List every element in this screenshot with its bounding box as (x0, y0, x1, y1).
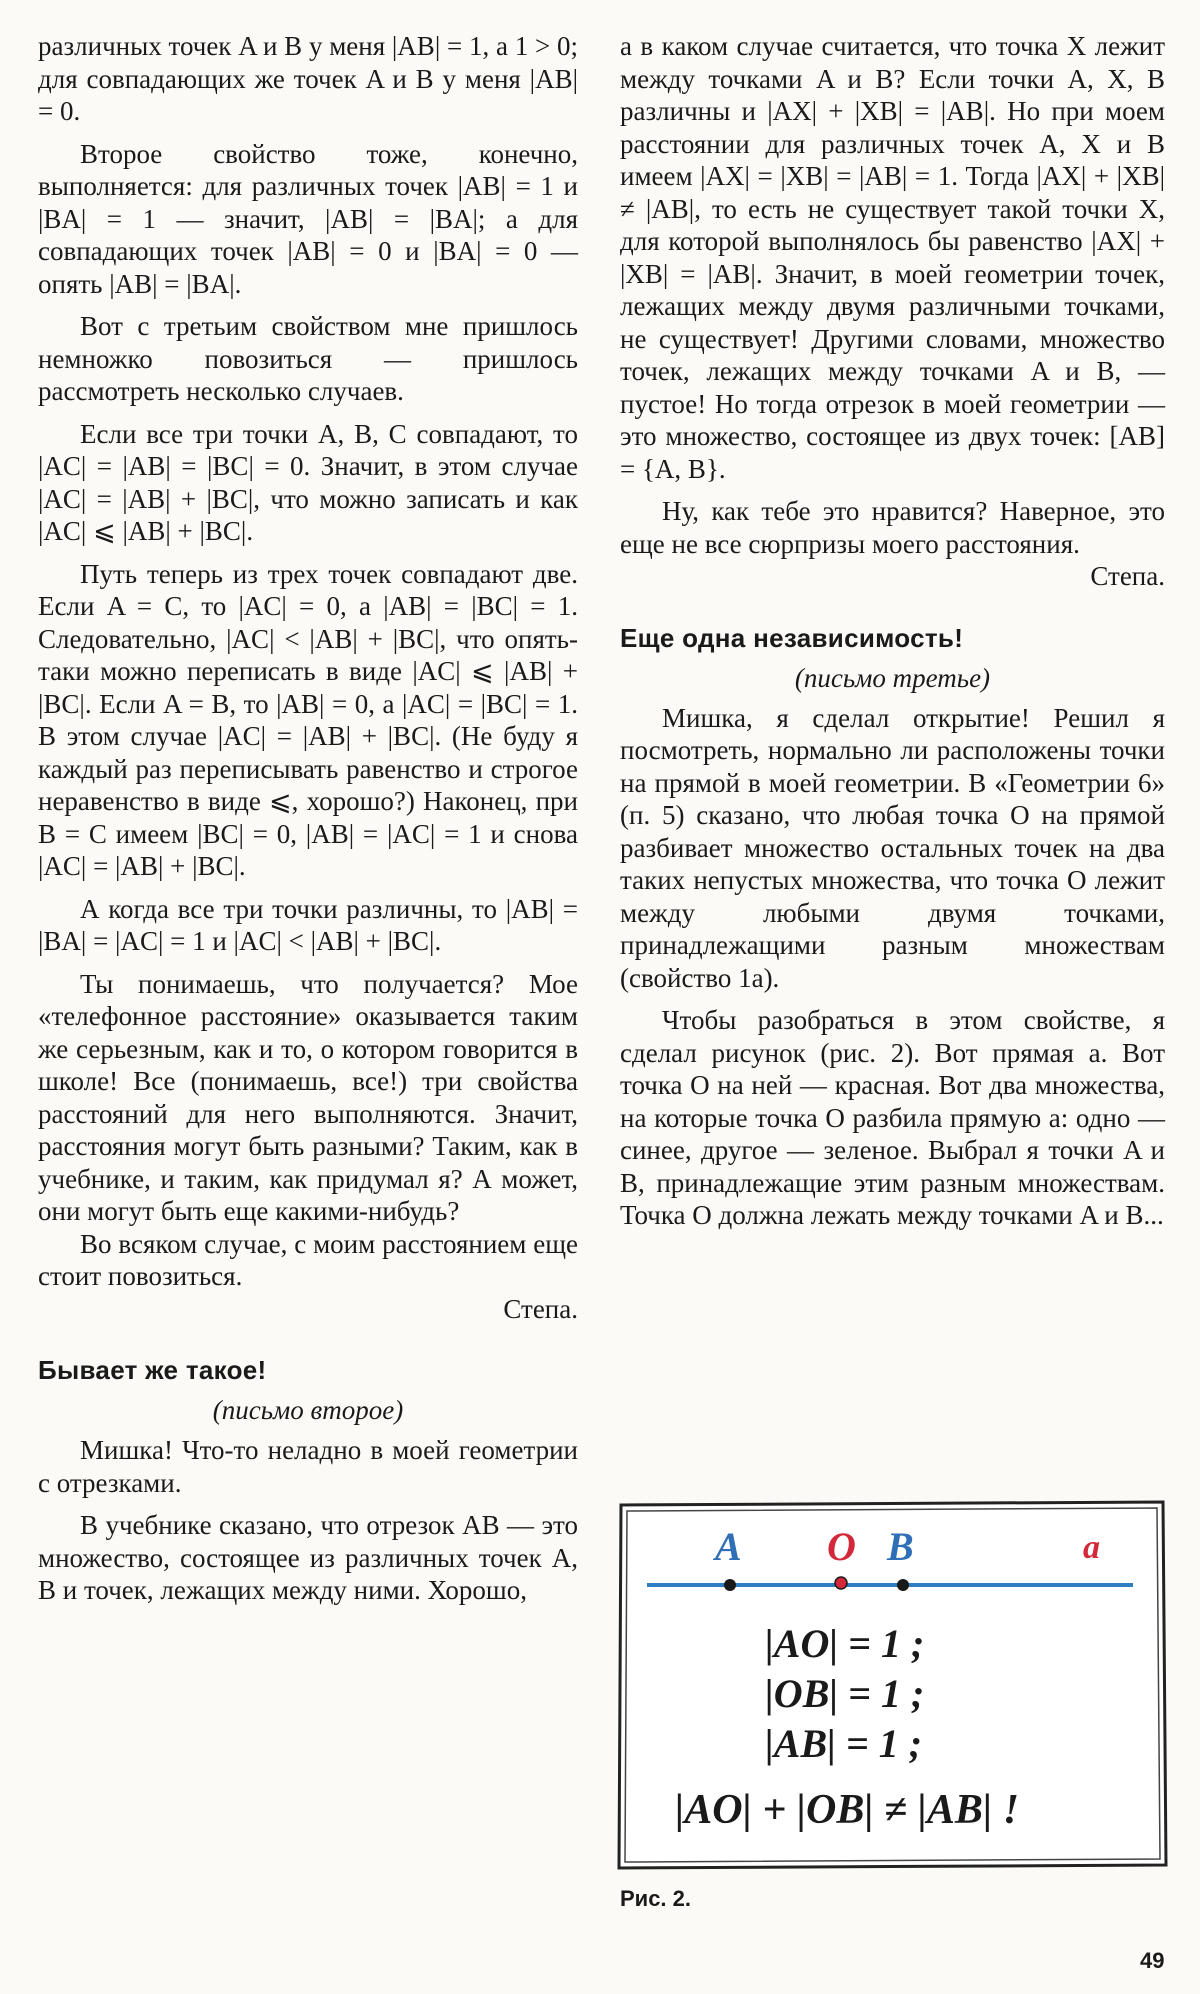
paragraph: Вот с третьим свойством мне пришлось немножко повозиться — пришлось рассмотреть несколько случаев. (38, 311, 578, 406)
equation-inequality: |AO| + |OB| ≠ |AB| ! (675, 1787, 1020, 1833)
paragraph: Если все три точки A, B, C совпадают, то |AC| = |AB| = |BC| = 0. Значит, в этом случае |AC| = |AB| + |BC|, что можно записать и как |AC| ⩽ |AB| + |BC|. (38, 418, 578, 546)
paragraph: Второе свойство тоже, конечно, выполняется: для различных точек |AB| = 1 и |BA| = 1 — значит, |AB| = |BA|; а для совпадающих точек |AB| = 0 и |BA| = 0 — опять |AB| = |BA|. (38, 138, 578, 299)
equation-ab: |AB| = 1 ; (765, 1721, 923, 1766)
figure-drawing (615, 1497, 1170, 1872)
left-column (38, 30, 578, 1607)
point-b (897, 1579, 909, 1591)
paragraph: Во всяком случае, с моим расстоянием еще стоит повозиться. (38, 1228, 578, 1291)
label-point-b: B (887, 1524, 914, 1569)
paragraph: А когда все три точки различны, то |AB| = |BA| = |AC| = 1 и |AC| < |AB| + |BC|. (38, 893, 578, 956)
letter-subtitle: (письмо второе) (212, 1395, 404, 1425)
paragraph: Чтобы разобраться в этом свойстве, я сделал рисунок (рис. 2). Вот прямая a. Вот точка O на ней — красная. Вот два множества, на которые точка O разбила прямую a: одно — синее, другое — зеленое. Выбрал я точки A и B, принадлежащие этим разным множествам. Точка O должна лежать между точками A и B... (620, 1005, 1165, 1230)
label-point-a: A (715, 1524, 742, 1569)
letter-subtitle: (письмо третье) (794, 662, 991, 693)
page-number: 49 (1140, 1948, 1165, 1973)
signature: Степа. (503, 1293, 578, 1324)
section-heading: Бывает же такое! (38, 1355, 267, 1385)
figure-caption: Рис. 2. (620, 1886, 692, 1911)
paragraph: а в каком случае считается, что точка X лежит между точками A и B? Если точки A, X, B различны и |AX| + |XB| = |AB|. Но при моем расстоянии для различных точек A, X и B имеем |AX| = |XB| = |AB| = 1. Тогда |AX| + |XB| ≠ |AB|, то есть не существует такой точки X, для которой выполнялось бы равенство |AX| + |XB| = |AB|. Значит, в моей геометрии точек, лежащих между двумя различными точками, не существует! Другими словами, множество точек, лежащих между точками A и B, — пустое! Но тогда отрезок в моей геометрии — это множество, состоящее из двух точек: [AB] = {A, B}. (620, 31, 1165, 484)
equation-ob: |OB| = 1 ; (765, 1671, 925, 1716)
paragraph: Ты понимаешь, что получается? Мое «телефонное расстояние» оказывается таким же серьезным, как и то, о котором говорится в школе! Все (понимаешь, все!) три свойства расстояний для него выполняются. Значит, расстояния могут быть разными? Таким, как в учебнике, и таким, как придумал я? А может, они могут быть еще какими-нибудь? (38, 968, 578, 1226)
paragraph: различных точек A и B у меня |AB| = 1, а 1 > 0; для совпадающих же точек A и B у меня |AB| = 0. (38, 31, 578, 126)
label-line-a: a (1083, 1529, 1100, 1566)
figure-2 (615, 1497, 1170, 1872)
paragraph: Мишка, я сделал открытие! Решил я посмотреть, нормально ли расположены точки на прямой в моей геометрии. В «Геометрии 6» (п. 5) сказано, что любая точка O на прямой разбивает множество остальных точек на два таких непустых множества, что точка O лежит между любыми двумя точками, принадлежащими разным множествам (свойство 1а). (620, 702, 1165, 993)
signature: Степа. (1090, 561, 1165, 591)
label-point-o: O (827, 1524, 856, 1569)
section-heading: Еще одна независимость! (620, 622, 964, 653)
paragraph: Путь теперь из трех точек совпадают две. Если A = C, то |AC| = 0, а |AB| = |BC| = 1. Следовательно, |AC| < |AB| + |BC|, что опять-таки можно переписать в виде |AC| ⩽ |AB| + |BC|. Если A = B, то |AB| = 0, а |AC| = |BC| = 1. В этом случае |AC| = |AB| + |BC|. (Не буду я каждый раз переписывать равенство и строгое неравенство в виде ⩽, хорошо?) Наконец, при B = C имеем |BC| = 0, |AB| = |AC| = 1 и снова |AC| = |AB| + |BC|. (38, 558, 578, 881)
equation-ao: |AO| = 1 ; (765, 1621, 925, 1666)
point-a (724, 1579, 736, 1591)
paragraph: Ну, как тебе это нравится? Наверное, это еще не все сюрпризы моего расстояния. (620, 496, 1165, 559)
right-column (620, 30, 1165, 1232)
paragraph: Мишка! Что-то неладно в моей геометрии с отрезками. (38, 1435, 578, 1498)
point-o (835, 1577, 847, 1589)
paragraph: В учебнике сказано, что отрезок AB — это множество, состоящее из различных точек A, B и точек, лежащих между ними. Хорошо, (38, 1510, 578, 1605)
